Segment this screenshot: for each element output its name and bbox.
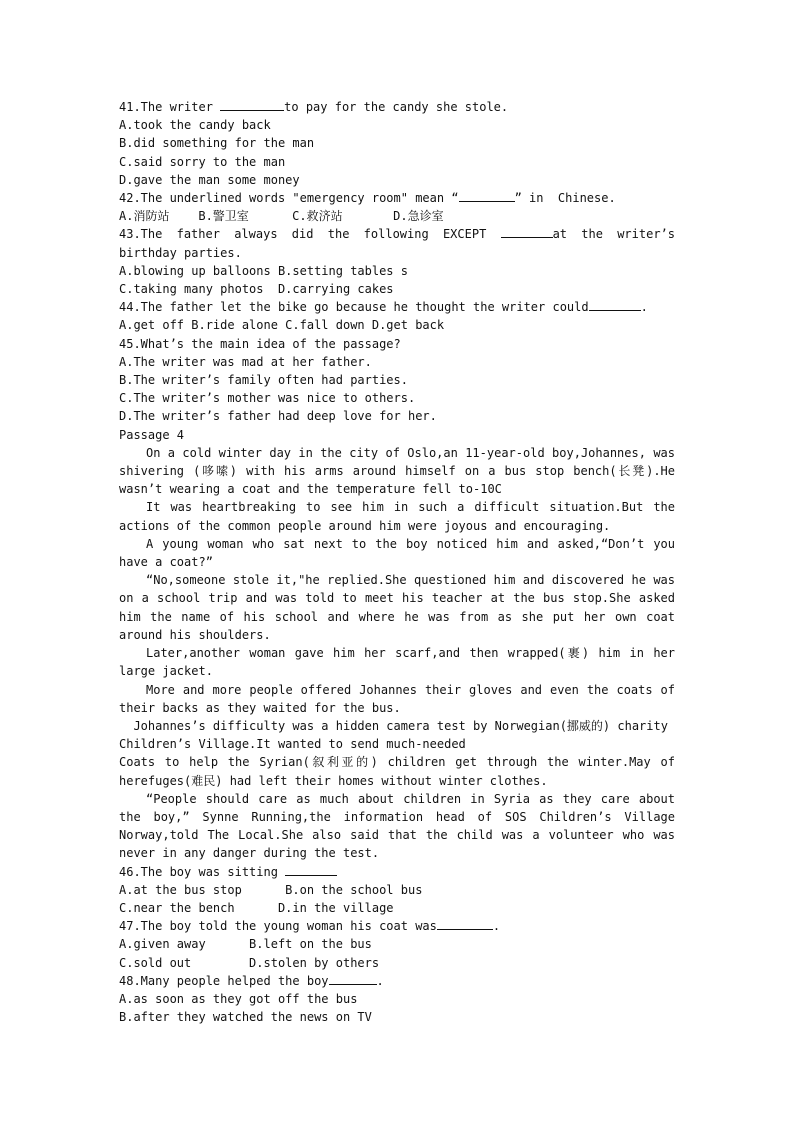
passage-paragraph: It was heartbreaking to see him in such a difficult situation.But the actions of the common people around him were joyous and encouraging.	[119, 500, 675, 533]
option: B.after they watched the news on TV	[119, 1010, 372, 1025]
question-42-options: A.消防站 B.警卫室 C.救济站 D.急诊室	[119, 209, 444, 224]
option: A.given away B.left on the bus	[119, 937, 372, 952]
option: C.near the bench D.in the village	[119, 900, 394, 915]
passage-heading: Passage 4	[119, 427, 185, 442]
passage-paragraph: Coats to help the Syrian(叙利亚的) children get through the winter.May of herefuges(难民) had left their homes without winter clothes.	[119, 755, 675, 788]
passage-paragraph: A young woman who sat next to the boy noticed him and asked,“Don’t you have a coat?”	[119, 536, 675, 570]
answer-blank	[459, 189, 515, 202]
passage-paragraph: More and more people offered Johannes their gloves and even the coats of their backs as they waited for the bus.	[119, 682, 675, 715]
worksheet-page	[119, 98, 675, 1026]
answer-blank	[220, 98, 284, 111]
answer-blank	[501, 225, 553, 238]
answer-blank	[329, 972, 377, 985]
option: B.The writer’s family often had parties.	[119, 373, 408, 388]
option: D.gave the man some money	[119, 172, 300, 187]
question-45-stem: 45.What’s the main idea of the passage?	[119, 336, 401, 351]
option: C.taking many photos D.carrying cakes	[119, 282, 394, 297]
option: A.took the candy back	[119, 118, 271, 133]
option: A.as soon as they got off the bus	[119, 991, 358, 1006]
option: A.at the bus stop B.on the school bus	[119, 882, 423, 897]
passage-paragraph: “People should care as much about children in Syria as they care about the boy,” Synne Running,the information head of SOS Children’s Village Norway,told The Local.She also said that the child was a volunteer who was never in any danger during the test.	[119, 791, 675, 861]
option: A.blowing up balloons B.setting tables s	[119, 263, 408, 278]
passage-paragraph: Later,another woman gave him her scarf,and then wrapped(裹) him in her large jacket.	[119, 646, 675, 679]
question-44-options: A.get off B.ride alone C.fall down D.get back	[119, 318, 445, 333]
option: B.did something for the man	[119, 136, 315, 151]
passage-paragraph: On a cold winter day in the city of Oslo,an 11-year-old boy,Johannes, was shivering (哆嗦) with his arms around himself on a bus stop bench(长凳).He wasn’t wearing a coat and the temperature fell to-10C	[119, 445, 675, 497]
question-48-stem: 48.Many people helped the boy .	[119, 973, 384, 988]
passage-paragraph: “No,someone stole it,"he replied.She questioned him and discovered he was on a school trip and was told to meet his teacher at the bus stop.She asked him the name of his school and where he was from as she put her own coat around his shoulders.	[119, 573, 675, 642]
answer-blank	[285, 863, 337, 876]
question-47-stem: 47.The boy told the young woman his coat was .	[119, 919, 501, 934]
option: A.The writer was mad at her father.	[119, 354, 372, 369]
passage-line: Johannes’s difficulty was a hidden camera test by Norwegian(挪威的) charity	[119, 718, 668, 733]
question-42-stem: 42.The underlined words "emergency room" mean “ ” in Chinese.	[119, 191, 616, 206]
question-43-stem: 43.The father always did the following EXCEPT at the writer’s birthday parties.	[119, 227, 675, 260]
answer-blank	[589, 298, 641, 311]
option: C.sold out D.stolen by others	[119, 955, 380, 970]
option: C.The writer’s mother was nice to others.	[119, 391, 416, 406]
question-41-stem: 41.The writer to pay for the candy she stole.	[119, 100, 509, 114]
answer-blank	[437, 917, 493, 930]
option: D.The writer’s father had deep love for her.	[119, 409, 437, 424]
option: C.said sorry to the man	[119, 154, 286, 169]
passage-line: Children’s Village.It wanted to send much-needed	[119, 737, 466, 752]
question-44-stem: 44.The father let the bike go because he thought the writer could .	[119, 300, 648, 315]
question-46-stem: 46.The boy was sitting	[119, 863, 675, 881]
